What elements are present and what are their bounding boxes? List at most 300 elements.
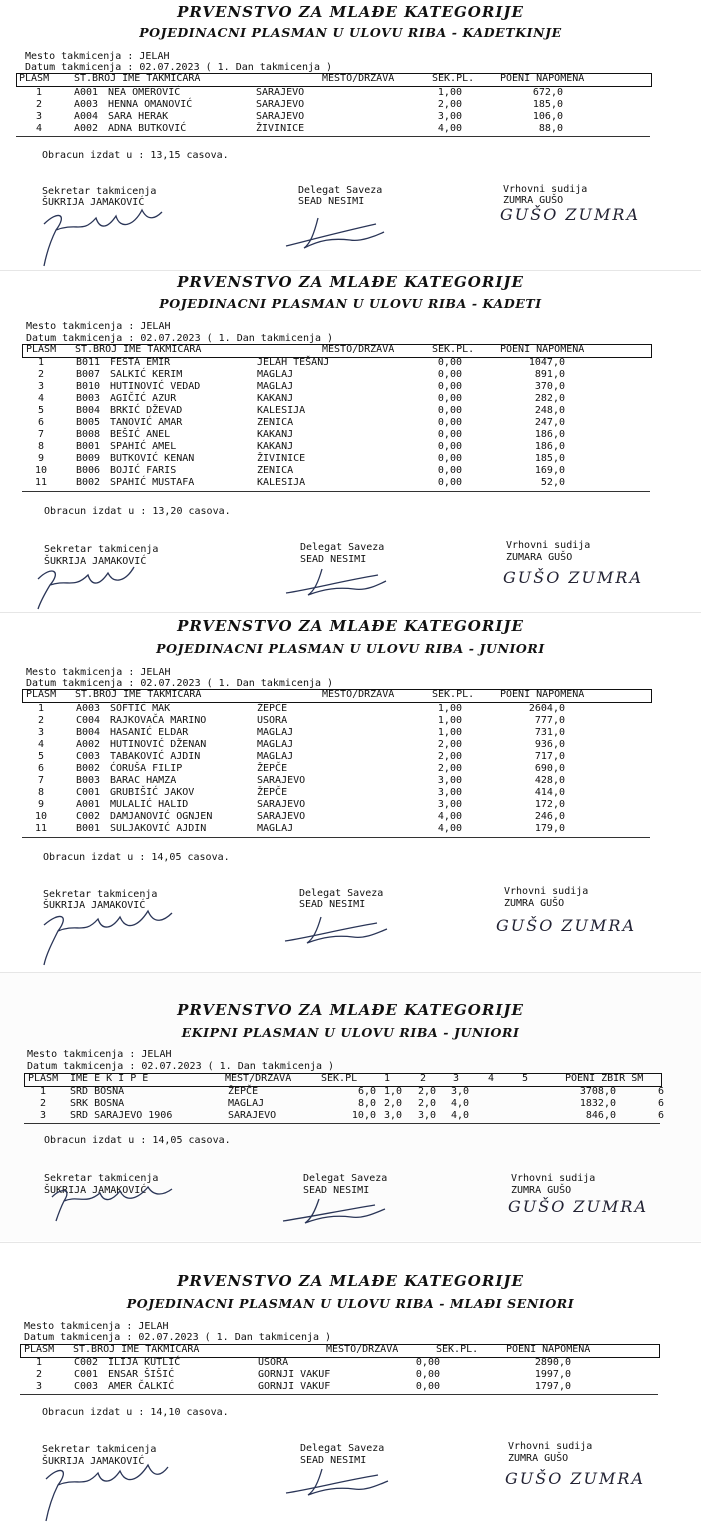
competitor-place: SARAJEVO (257, 775, 306, 786)
table-row (0, 111, 701, 123)
date-line: Datum takmicenja : 02.07.2023 ( 1. Dan takmicenja ) (25, 62, 333, 73)
competitor-place: KAKANJ (257, 393, 294, 404)
table-row (0, 123, 701, 135)
table-row (0, 811, 701, 823)
table-row (0, 417, 701, 429)
secretary-label: Sekretar takmicenja (43, 889, 158, 900)
competitor-name: MULALIĆ HALID (110, 799, 189, 810)
competitor-number: C003 (74, 1381, 99, 1392)
venue-line: Mesto takmicenja : JELAH (24, 1321, 169, 1332)
competitor-number: A003 (76, 703, 101, 714)
judge-name: ZUMRA GUŠO (511, 1185, 572, 1196)
report-kadetkinje (0, 0, 701, 270)
delegate-signature (282, 1465, 394, 1499)
points: 172,0 (534, 799, 565, 810)
col-header-4: 4 (488, 1073, 495, 1084)
competitor-number: A002 (74, 123, 99, 134)
competitor-place: MAGLAJ (257, 381, 294, 392)
competitor-number: B001 (76, 823, 101, 834)
rank: 4 (35, 123, 43, 134)
points: 1797,0 (534, 1381, 571, 1392)
points: 2604,0 (528, 703, 565, 714)
points: 246,0 (534, 811, 565, 822)
col-header-points: POENI NAPOMENA (500, 689, 585, 700)
competitor-name: GRUBIŠIĆ JAKOV (110, 787, 195, 798)
judge-name: ZUMRA GUŠO (503, 195, 564, 206)
table-row (0, 381, 701, 393)
competitor-number: C004 (76, 715, 101, 726)
team-name: SRD SARAJEVO 1906 (70, 1110, 173, 1121)
table-row (0, 1110, 701, 1122)
competitor-number: B003 (76, 393, 101, 404)
competitor-number: B006 (76, 465, 101, 476)
col-header-sector: SEK.PL (321, 1073, 358, 1084)
competitor-name: SOFTIĆ MAK (110, 703, 171, 714)
table-bottom-rule (20, 1394, 658, 1395)
round-2: 2,0 (418, 1098, 437, 1109)
judge-name: ZUMRA GUŠO (508, 1453, 569, 1464)
col-header-plasm: PLASM (19, 73, 50, 84)
judge-label: Vrhovni sudija (504, 886, 589, 897)
col-header-name: ST.BROJ IME TAKMICARA (73, 1344, 200, 1355)
secretary-label: Sekretar takmicenja (44, 1173, 159, 1184)
judge-label: Vrhovni sudija (508, 1441, 593, 1452)
sector-placement: 3,00 (437, 787, 462, 798)
sector-placement: 0,00 (437, 477, 462, 488)
points: 891,0 (534, 369, 565, 380)
competitor-place: MAGLAJ (257, 823, 294, 834)
competitor-number: A004 (74, 111, 99, 122)
report-subtitle: POJEDINACNI PLASMAN U ULOVU RIBA - KADETI (159, 296, 542, 311)
report-mladji-seniori (0, 1242, 701, 1530)
judge-name: ZUMARA GUŠO (506, 552, 573, 563)
competitor-place: MAGLAJ (257, 727, 294, 738)
competitor-name: AMER ČALKIĆ (108, 1381, 175, 1392)
secretary-label: Sekretar takmicenja (44, 544, 159, 555)
issued-time: Obracun izdat u : 13,15 casova. (42, 150, 229, 161)
competitor-name: FESTA EMIR (110, 357, 171, 368)
team-sm: 6 (658, 1098, 665, 1109)
rank: 7 (37, 775, 45, 786)
competitor-number: B003 (76, 775, 101, 786)
competitor-place: ŽIVINICE (257, 453, 306, 464)
secretary-signature (34, 559, 144, 611)
competitor-name: BEŠIĆ ANEL (110, 429, 171, 440)
table-row (0, 87, 701, 99)
points: 1047,0 (528, 357, 565, 368)
report-juniori (0, 612, 701, 971)
round-3: 4,0 (451, 1110, 470, 1121)
team-sector-sum: 8,0 (357, 1098, 376, 1109)
points: 282,0 (534, 393, 565, 404)
points: 672,0 (532, 87, 563, 98)
table-row (0, 715, 701, 727)
secretary-signature (48, 1183, 178, 1223)
competitor-number: C001 (74, 1369, 99, 1380)
table-row (0, 477, 701, 489)
table-row (0, 465, 701, 477)
competitor-number: B001 (76, 441, 101, 452)
date-line: Datum takmicenja : 02.07.2023 ( 1. Dan takmicenja ) (26, 678, 334, 689)
points: 414,0 (534, 787, 565, 798)
table-row (0, 703, 701, 715)
competitor-number: B004 (76, 405, 101, 416)
venue-line: Mesto takmicenja : JELAH (26, 667, 171, 678)
sector-placement: 0,00 (437, 417, 462, 428)
competitor-place: MAGLAJ (257, 369, 294, 380)
judge-signature: GUŠO ZUMRA (508, 1197, 649, 1216)
report-title: PRVENSTVO ZA MLAĐE KATEGORIJE (177, 1272, 524, 1290)
report-subtitle: POJEDINACNI PLASMAN U ULOVU RIBA - KADETKINJE (139, 25, 562, 40)
col-header-sector: SEK.PL. (436, 1344, 479, 1355)
rank: 1 (37, 703, 45, 714)
sector-placement: 1,00 (437, 703, 462, 714)
competitor-name: HENNA OMANOVIĆ (108, 99, 193, 110)
col-header-name: ST.BROJ IME TAKMICARA (74, 73, 201, 84)
rank: 1 (35, 1357, 43, 1368)
competitor-name: BARAC HAMZA (110, 775, 177, 786)
competitor-place: ŽEPČE (257, 787, 288, 798)
venue-line: Mesto takmicenja : JELAH (26, 321, 171, 332)
delegate-signature (279, 1195, 391, 1227)
col-header-5: 5 (522, 1073, 529, 1084)
competitor-place: ZENICA (257, 465, 294, 476)
table-row (0, 441, 701, 453)
sector-placement: 2,00 (437, 99, 462, 110)
table-row (0, 1369, 701, 1381)
competitor-number: C002 (74, 1357, 99, 1368)
issued-time: Obracun izdat u : 13,20 casova. (44, 506, 231, 517)
points: 179,0 (534, 823, 565, 834)
col-header-place: MESTO/DRZAVA (322, 344, 395, 355)
rank: 3 (35, 111, 43, 122)
table-row (0, 763, 701, 775)
report-subtitle: POJEDINACNI PLASMAN U ULOVU RIBA - MLAĐI SENIORI (126, 1296, 575, 1311)
col-header-sector: SEK.PL. (432, 689, 475, 700)
rank: 7 (37, 429, 45, 440)
team-sector-sum: 6,0 (357, 1086, 376, 1097)
points: 2890,0 (534, 1357, 571, 1368)
rank: 2 (37, 369, 45, 380)
rank: 5 (37, 751, 45, 762)
points: 52,0 (540, 477, 565, 488)
rank: 1 (35, 87, 43, 98)
team-sm: 6 (658, 1110, 665, 1121)
points: 717,0 (534, 751, 565, 762)
table-bottom-rule (22, 491, 650, 492)
points: 185,0 (534, 453, 565, 464)
sector-placement: 1,00 (437, 87, 462, 98)
col-header-plasm: PLASM (24, 1344, 55, 1355)
col-header-name: ST.BROJ IME TAKMICARA (75, 344, 202, 355)
rank: 3 (37, 381, 45, 392)
competitor-number: A001 (74, 87, 99, 98)
team-sm: 6 (658, 1086, 665, 1097)
competitor-number: C002 (76, 811, 101, 822)
competitor-place: ŽIVINICE (256, 123, 305, 134)
report-team-juniori (0, 972, 701, 1241)
delegate-label: Delegat Saveza (300, 1443, 385, 1454)
competitor-place: KALESIJA (257, 405, 306, 416)
competitor-place: GORNJI VAKUF (258, 1369, 331, 1380)
secretary-label: Sekretar takmicenja (42, 1444, 157, 1455)
competitor-place: ŽEPČE (257, 703, 288, 714)
competitor-place: USORA (258, 1357, 289, 1368)
points: 1997,0 (534, 1369, 571, 1380)
competitor-place: ŽEPČE (257, 763, 288, 774)
competitor-place: ZENICA (257, 417, 294, 428)
competitor-number: A001 (76, 799, 101, 810)
delegate-name: SEAD NESIMI (299, 899, 366, 910)
col-header-points: POENI NAPOMENA (500, 73, 585, 84)
team-place: SARAJEVO (228, 1110, 277, 1121)
col-header-plasm: PLASM (26, 689, 57, 700)
delegate-signature (280, 210, 390, 252)
report-title: PRVENSTVO ZA MLAĐE KATEGORIJE (177, 1001, 524, 1019)
competitor-place: SARAJEVO (257, 799, 306, 810)
competitor-place: SARAJEVO (256, 111, 305, 122)
table-row (0, 1086, 701, 1098)
judge-label: Vrhovni sudija (511, 1173, 596, 1184)
competitor-place: JELAH TEŠANJ (257, 357, 330, 368)
delegate-label: Delegat Saveza (300, 542, 385, 553)
venue-line: Mesto takmicenja : JELAH (27, 1049, 172, 1060)
competitor-place: MAGLAJ (257, 751, 294, 762)
competitor-name: DAMJANOVIĆ OGNJEN (110, 811, 213, 822)
table-bottom-rule (24, 1123, 660, 1124)
table-row (0, 751, 701, 763)
points: 248,0 (534, 405, 565, 416)
rank: 10 (34, 811, 48, 822)
competitor-number: B002 (76, 763, 101, 774)
judge-signature: GUŠO ZUMRA (500, 205, 641, 224)
secretary-label: Sekretar takmicenja (42, 186, 157, 197)
secretary-signature (38, 200, 168, 270)
competitor-number: B002 (76, 477, 101, 488)
competitor-name: AGIČIĆ AZUR (110, 393, 177, 404)
delegate-name: SEAD NESIMI (303, 1185, 370, 1196)
delegate-name: SEAD NESIMI (300, 554, 367, 565)
round-2: 3,0 (418, 1110, 437, 1121)
col-header-sector: SEK.PL. (432, 73, 475, 84)
sector-placement: 2,00 (437, 751, 462, 762)
competitor-place: MAGLAJ (257, 739, 294, 750)
competitor-number: B004 (76, 727, 101, 738)
competitor-name: ENSAR ŠIŠIĆ (108, 1369, 175, 1380)
competitor-place: USORA (257, 715, 288, 726)
table-row (0, 727, 701, 739)
team-place: ŽEPČE (228, 1086, 259, 1097)
round-2: 2,0 (418, 1086, 437, 1097)
rank: 3 (35, 1381, 43, 1392)
col-header-name: ST.BROJ IME TAKMICARA (75, 689, 202, 700)
sector-placement: 0,00 (437, 381, 462, 392)
points: 690,0 (534, 763, 565, 774)
secretary-name: ŠUKRIJA JAMAKOVIĆ (42, 1456, 145, 1467)
points: 186,0 (534, 429, 565, 440)
competitor-name: SULJAKOVIĆ AJDIN (110, 823, 207, 834)
competitor-name: HUTINOVIĆ DŽENAN (110, 739, 207, 750)
issued-time: Obracun izdat u : 14,05 casova. (43, 852, 230, 863)
competitor-number: B007 (76, 369, 101, 380)
competitor-number: B009 (76, 453, 101, 464)
points: 247,0 (534, 417, 565, 428)
judge-label: Vrhovni sudija (503, 184, 588, 195)
competitor-name: BOJIĆ FARIS (110, 465, 177, 476)
report-title: PRVENSTVO ZA MLAĐE KATEGORIJE (177, 617, 524, 635)
table-row (0, 787, 701, 799)
col-header-points: POENI NAPOMENA (506, 1344, 591, 1355)
competitor-number: B011 (76, 357, 101, 368)
competitor-name: BUTKOVIĆ KENAN (110, 453, 195, 464)
sector-placement: 3,00 (437, 799, 462, 810)
delegate-signature (282, 563, 392, 599)
sector-placement: 1,00 (437, 727, 462, 738)
table-row (0, 405, 701, 417)
table-row (0, 823, 701, 835)
date-line: Datum takmicenja : 02.07.2023 ( 1. Dan takmicenja ) (26, 333, 334, 344)
sector-placement: 0,00 (437, 429, 462, 440)
competitor-name: ILIJA KUTLIĆ (108, 1357, 181, 1368)
points: 186,0 (534, 441, 565, 452)
team-points: 846,0 (585, 1110, 616, 1121)
table-row (0, 1357, 701, 1369)
sector-placement: 0,00 (437, 465, 462, 476)
table-row (0, 99, 701, 111)
secretary-name: ŠUKRIJA JAMAKOVIĆ (44, 556, 147, 567)
col-header-place: MESTO/DRZAVA (326, 1344, 399, 1355)
rank: 5 (37, 405, 45, 416)
report-title: PRVENSTVO ZA MLAĐE KATEGORIJE (177, 3, 524, 21)
col-header-points: POENI ZBIR SM (565, 1073, 644, 1084)
points: 169,0 (534, 465, 565, 476)
col-header-1: 1 (384, 1073, 391, 1084)
table-bottom-rule (16, 136, 650, 137)
date-line: Datum takmicenja : 02.07.2023 ( 1. Dan takmicenja ) (27, 1061, 335, 1072)
competitor-name: SARA HERAK (108, 111, 169, 122)
sector-placement: 4,00 (437, 823, 462, 834)
delegate-label: Delegat Saveza (299, 888, 384, 899)
sector-placement: 2,00 (437, 763, 462, 774)
report-subtitle: EKIPNI PLASMAN U ULOVU RIBA - JUNIORI (181, 1025, 520, 1040)
points: 106,0 (532, 111, 563, 122)
competitor-name: BRKIĆ DŽEVAD (110, 405, 183, 416)
secretary-signature (40, 1457, 170, 1523)
rank: 1 (40, 1086, 47, 1097)
competitor-place: KAKANJ (257, 441, 294, 452)
rank: 4 (37, 393, 45, 404)
rank: 2 (40, 1098, 47, 1109)
delegate-name: SEAD NESIMI (300, 1455, 367, 1466)
secretary-signature (38, 903, 178, 967)
rank: 8 (37, 441, 45, 452)
venue-line: Mesto takmicenja : JELAH (25, 51, 170, 62)
col-header-2: 2 (420, 1073, 427, 1084)
report-title: PRVENSTVO ZA MLAĐE KATEGORIJE (177, 273, 524, 291)
rank: 11 (34, 477, 48, 488)
sector-placement: 0,00 (437, 453, 462, 464)
competitor-number: B008 (76, 429, 101, 440)
report-subtitle: POJEDINACNI PLASMAN U ULOVU RIBA - JUNIORI (156, 641, 545, 656)
rank: 3 (40, 1110, 47, 1121)
points: 731,0 (534, 727, 565, 738)
competitor-place: SARAJEVO (256, 99, 305, 110)
competitor-place: SARAJEVO (257, 811, 306, 822)
issued-time: Obracun izdat u : 14,05 casova. (44, 1135, 231, 1146)
round-3: 3,0 (451, 1086, 470, 1097)
competitor-place: SARAJEVO (256, 87, 305, 98)
sector-placement: 2,00 (437, 739, 462, 750)
secretary-name: ŠUKRIJA JAMAKOVIĆ (43, 900, 146, 911)
competitor-name: TANOVIĆ AMAR (110, 417, 183, 428)
competitor-place: KALESIJA (257, 477, 306, 488)
col-header-place: MESTO/DRZAVA (322, 689, 395, 700)
sector-placement: 0,00 (437, 405, 462, 416)
table-bottom-rule (22, 837, 650, 838)
competitor-name: SPAHIĆ MUSTAFA (110, 477, 195, 488)
judge-label: Vrhovni sudija (506, 540, 591, 551)
rank: 3 (37, 727, 45, 738)
sector-placement: 0,00 (437, 357, 462, 368)
col-header-place: MESTO/DRZAVA (322, 73, 395, 84)
sector-placement: 0,00 (437, 393, 462, 404)
table-row (0, 429, 701, 441)
competitor-name: SALKIĆ KERIM (110, 369, 183, 380)
col-header-plasm: PLASM (26, 344, 57, 355)
round-1: 3,0 (384, 1110, 403, 1121)
competitor-place: GORNJI VAKUF (258, 1381, 331, 1392)
table-row (0, 357, 701, 369)
points: 185,0 (532, 99, 563, 110)
col-header-plasm: PLASM (28, 1073, 59, 1084)
rank: 8 (37, 787, 45, 798)
team-name: SRK BOSNA (70, 1098, 125, 1109)
points: 370,0 (534, 381, 565, 392)
rank: 4 (37, 739, 45, 750)
date-line: Datum takmicenja : 02.07.2023 ( 1. Dan takmicenja ) (24, 1332, 332, 1343)
sector-placement: 1,00 (437, 715, 462, 726)
round-1: 1,0 (384, 1086, 403, 1097)
rank: 10 (34, 465, 48, 476)
sector-placement: 4,00 (437, 123, 462, 134)
round-1: 2,0 (384, 1098, 403, 1109)
competitor-number: A002 (76, 739, 101, 750)
sector-placement: 3,00 (437, 111, 462, 122)
competitor-name: RAJKOVAČA MARINO (110, 715, 207, 726)
competitor-name: HUTINOVIĆ VEDAD (110, 381, 201, 392)
table-row (0, 453, 701, 465)
rank: 9 (37, 799, 45, 810)
sector-placement: 0,00 (415, 1369, 440, 1380)
report-kadeti (0, 270, 701, 611)
judge-name: ZUMRA GUŠO (504, 898, 565, 909)
sector-placement: 0,00 (437, 369, 462, 380)
issued-time: Obracun izdat u : 14,10 casova. (42, 1407, 229, 1418)
team-place: MAGLAJ (228, 1098, 265, 1109)
col-header-sector: SEK.PL. (432, 344, 475, 355)
team-points: 3708,0 (579, 1086, 616, 1097)
competitor-number: C001 (76, 787, 101, 798)
competitor-name: ĆORUŠA FILIP (110, 763, 183, 774)
delegate-label: Delegat Saveza (298, 185, 383, 196)
competitor-name: ADNA BUTKOVIĆ (108, 123, 187, 134)
table-row (0, 1098, 701, 1110)
judge-signature: GUŠO ZUMRA (496, 916, 637, 935)
points: 777,0 (534, 715, 565, 726)
table-row (0, 393, 701, 405)
team-sector-sum: 10,0 (351, 1110, 376, 1121)
table-row (0, 369, 701, 381)
